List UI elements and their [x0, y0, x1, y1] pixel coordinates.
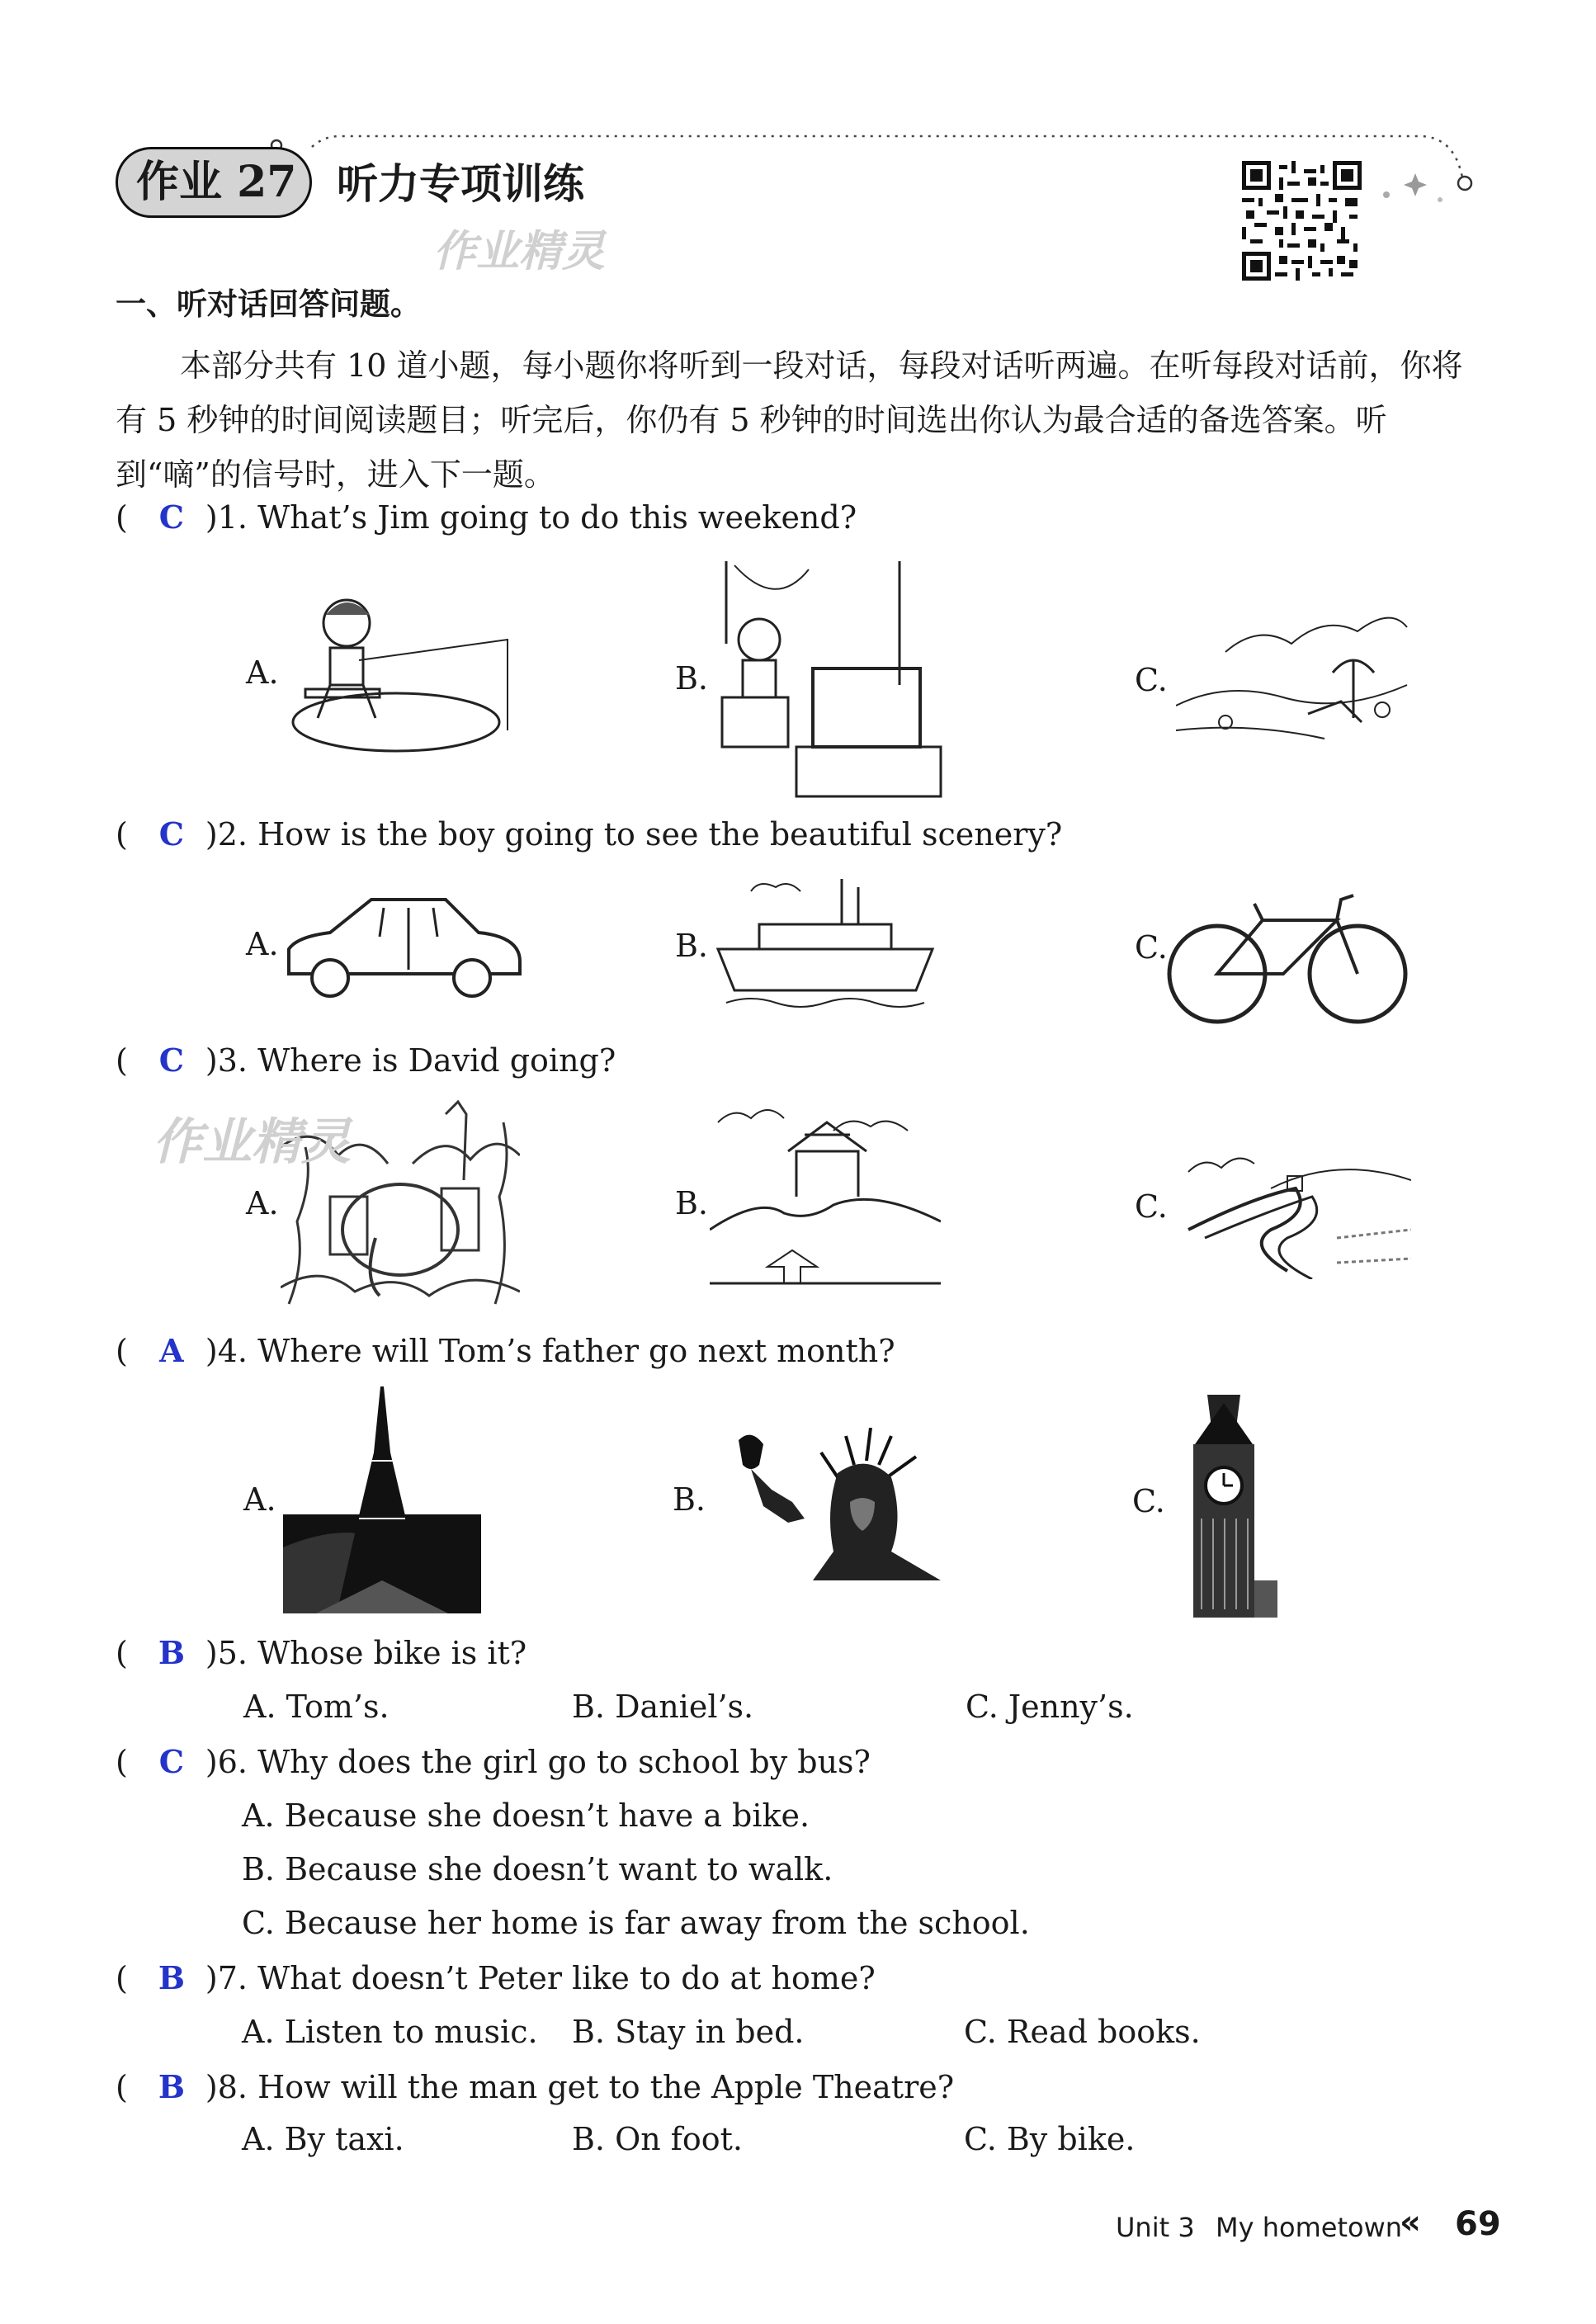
section-heading: 一、听对话回答问题。: [116, 286, 421, 322]
q6-option-a[interactable]: A. Because she doesn’t have a bike.: [242, 1797, 810, 1834]
boy-watching-tv-image: [710, 561, 957, 801]
q1-option-c-label: C.: [1135, 662, 1168, 698]
q4-option-b-label: B.: [673, 1481, 706, 1518]
paren-open: (: [116, 1042, 128, 1079]
q3-option-a-label: A.: [246, 1185, 279, 1221]
question-6-text: )6. Why does the girl go to school by bus?: [205, 1744, 871, 1780]
q3-option-b-label: B.: [675, 1185, 709, 1221]
palace-hill-image: [710, 1098, 941, 1304]
footer-unit: Unit 3: [1116, 2212, 1195, 2243]
answer-1[interactable]: C: [158, 498, 185, 536]
question-1-text: )1. What’s Jim going to do this weekend?: [205, 499, 857, 536]
question-2-text: )2. How is the boy going to see the beautiful scenery?: [205, 816, 1063, 853]
question-7: [116, 1959, 876, 1996]
paren-open: (: [116, 1744, 128, 1780]
answer-5[interactable]: B: [158, 1634, 185, 1671]
q8-option-c[interactable]: C. By bike.: [964, 2121, 1136, 2157]
q4-option-c-label: C.: [1132, 1483, 1165, 1519]
statue-of-liberty-image: [714, 1428, 941, 1580]
question-8-text: )8. How will the man get to the Apple Theatre?: [205, 2069, 955, 2105]
q6-option-b[interactable]: B. Because she doesn’t want to walk.: [242, 1851, 833, 1887]
boy-fishing-image: [281, 586, 536, 759]
answer-3[interactable]: C: [158, 1042, 185, 1079]
q2-option-b-label: B.: [675, 928, 709, 964]
paren-open: (: [116, 1333, 128, 1369]
car-image: [281, 891, 528, 1003]
answer-6[interactable]: C: [158, 1743, 185, 1780]
assignment-badge: 作业 27: [116, 147, 312, 218]
q4-option-a-label: A.: [243, 1481, 276, 1518]
section-instructions: 本部分共有 10 道小题，每小题你将听到一段对话，每段对话听两遍。在听每段对话前，你将有 5 秒钟的时间阅读题目；听完后，你仍有 5 秒钟的时间选出你认为最合适的备选答案。听到“嘀”的信号时，进入下一题。: [116, 347, 1463, 493]
question-1: [116, 498, 857, 536]
page-number: 69: [1455, 2205, 1501, 2243]
question-3-text: )3. Where is David going?: [205, 1042, 616, 1079]
paren-open: (: [116, 1635, 128, 1671]
q2-option-c-label: C.: [1135, 929, 1168, 966]
answer-7[interactable]: B: [158, 1959, 185, 1996]
answer-2[interactable]: C: [158, 815, 185, 853]
question-2: [116, 815, 1062, 853]
question-5: [116, 1634, 526, 1671]
paren-open: (: [116, 1960, 128, 1996]
question-8: [116, 2068, 954, 2105]
chevron-left-icon: «: [1400, 2204, 1421, 2241]
q1-option-b-label: B.: [675, 660, 709, 697]
q7-option-a[interactable]: A. Listen to music.: [242, 2014, 538, 2050]
q1-option-a-label: A.: [246, 654, 279, 691]
question-6: [116, 1743, 871, 1780]
question-5-text: )5. Whose bike is it?: [205, 1635, 527, 1671]
q7-option-b[interactable]: B. Stay in bed.: [572, 2014, 805, 2050]
q3-option-c-label: C.: [1135, 1188, 1168, 1225]
paren-open: (: [116, 816, 128, 853]
big-ben-image: [1170, 1395, 1277, 1618]
q8-option-a[interactable]: A. By taxi.: [242, 2121, 404, 2157]
answer-8[interactable]: B: [158, 2068, 185, 2105]
q8-option-b[interactable]: B. On foot.: [572, 2121, 743, 2157]
q2-option-a-label: A.: [246, 926, 279, 962]
question-4: [116, 1332, 895, 1369]
question-4-text: )4. Where will Tom’s father go next month?: [205, 1333, 895, 1369]
q5-option-b[interactable]: B. Daniel’s.: [572, 1689, 754, 1725]
ship-image: [710, 875, 941, 1015]
question-7-text: )7. What doesn’t Peter like to do at home?: [205, 1960, 876, 1996]
q5-option-a[interactable]: A. Tom’s.: [243, 1689, 390, 1725]
question-3: [116, 1042, 616, 1079]
q5-option-c[interactable]: C. Jenny’s.: [966, 1689, 1134, 1725]
footer-topic: My hometown: [1216, 2212, 1403, 2243]
q6-option-c[interactable]: C. Because her home is far away from the school.: [242, 1905, 1030, 1941]
watermark: 作业精灵: [433, 226, 606, 276]
paren-open: (: [116, 2069, 128, 2105]
bicycle-image: [1164, 879, 1411, 1027]
watermark-2: 作业精灵: [153, 1113, 351, 1171]
eiffel-tower-image: [283, 1386, 481, 1613]
qr-code-icon[interactable]: [1242, 161, 1362, 281]
paren-open: (: [116, 499, 128, 536]
great-wall-image: [1172, 1139, 1411, 1279]
beach-scene-image: [1176, 607, 1411, 755]
answer-4[interactable]: A: [159, 1332, 184, 1369]
q7-option-c[interactable]: C. Read books.: [964, 2014, 1201, 2050]
page-title: 听力专项训练: [337, 159, 584, 208]
